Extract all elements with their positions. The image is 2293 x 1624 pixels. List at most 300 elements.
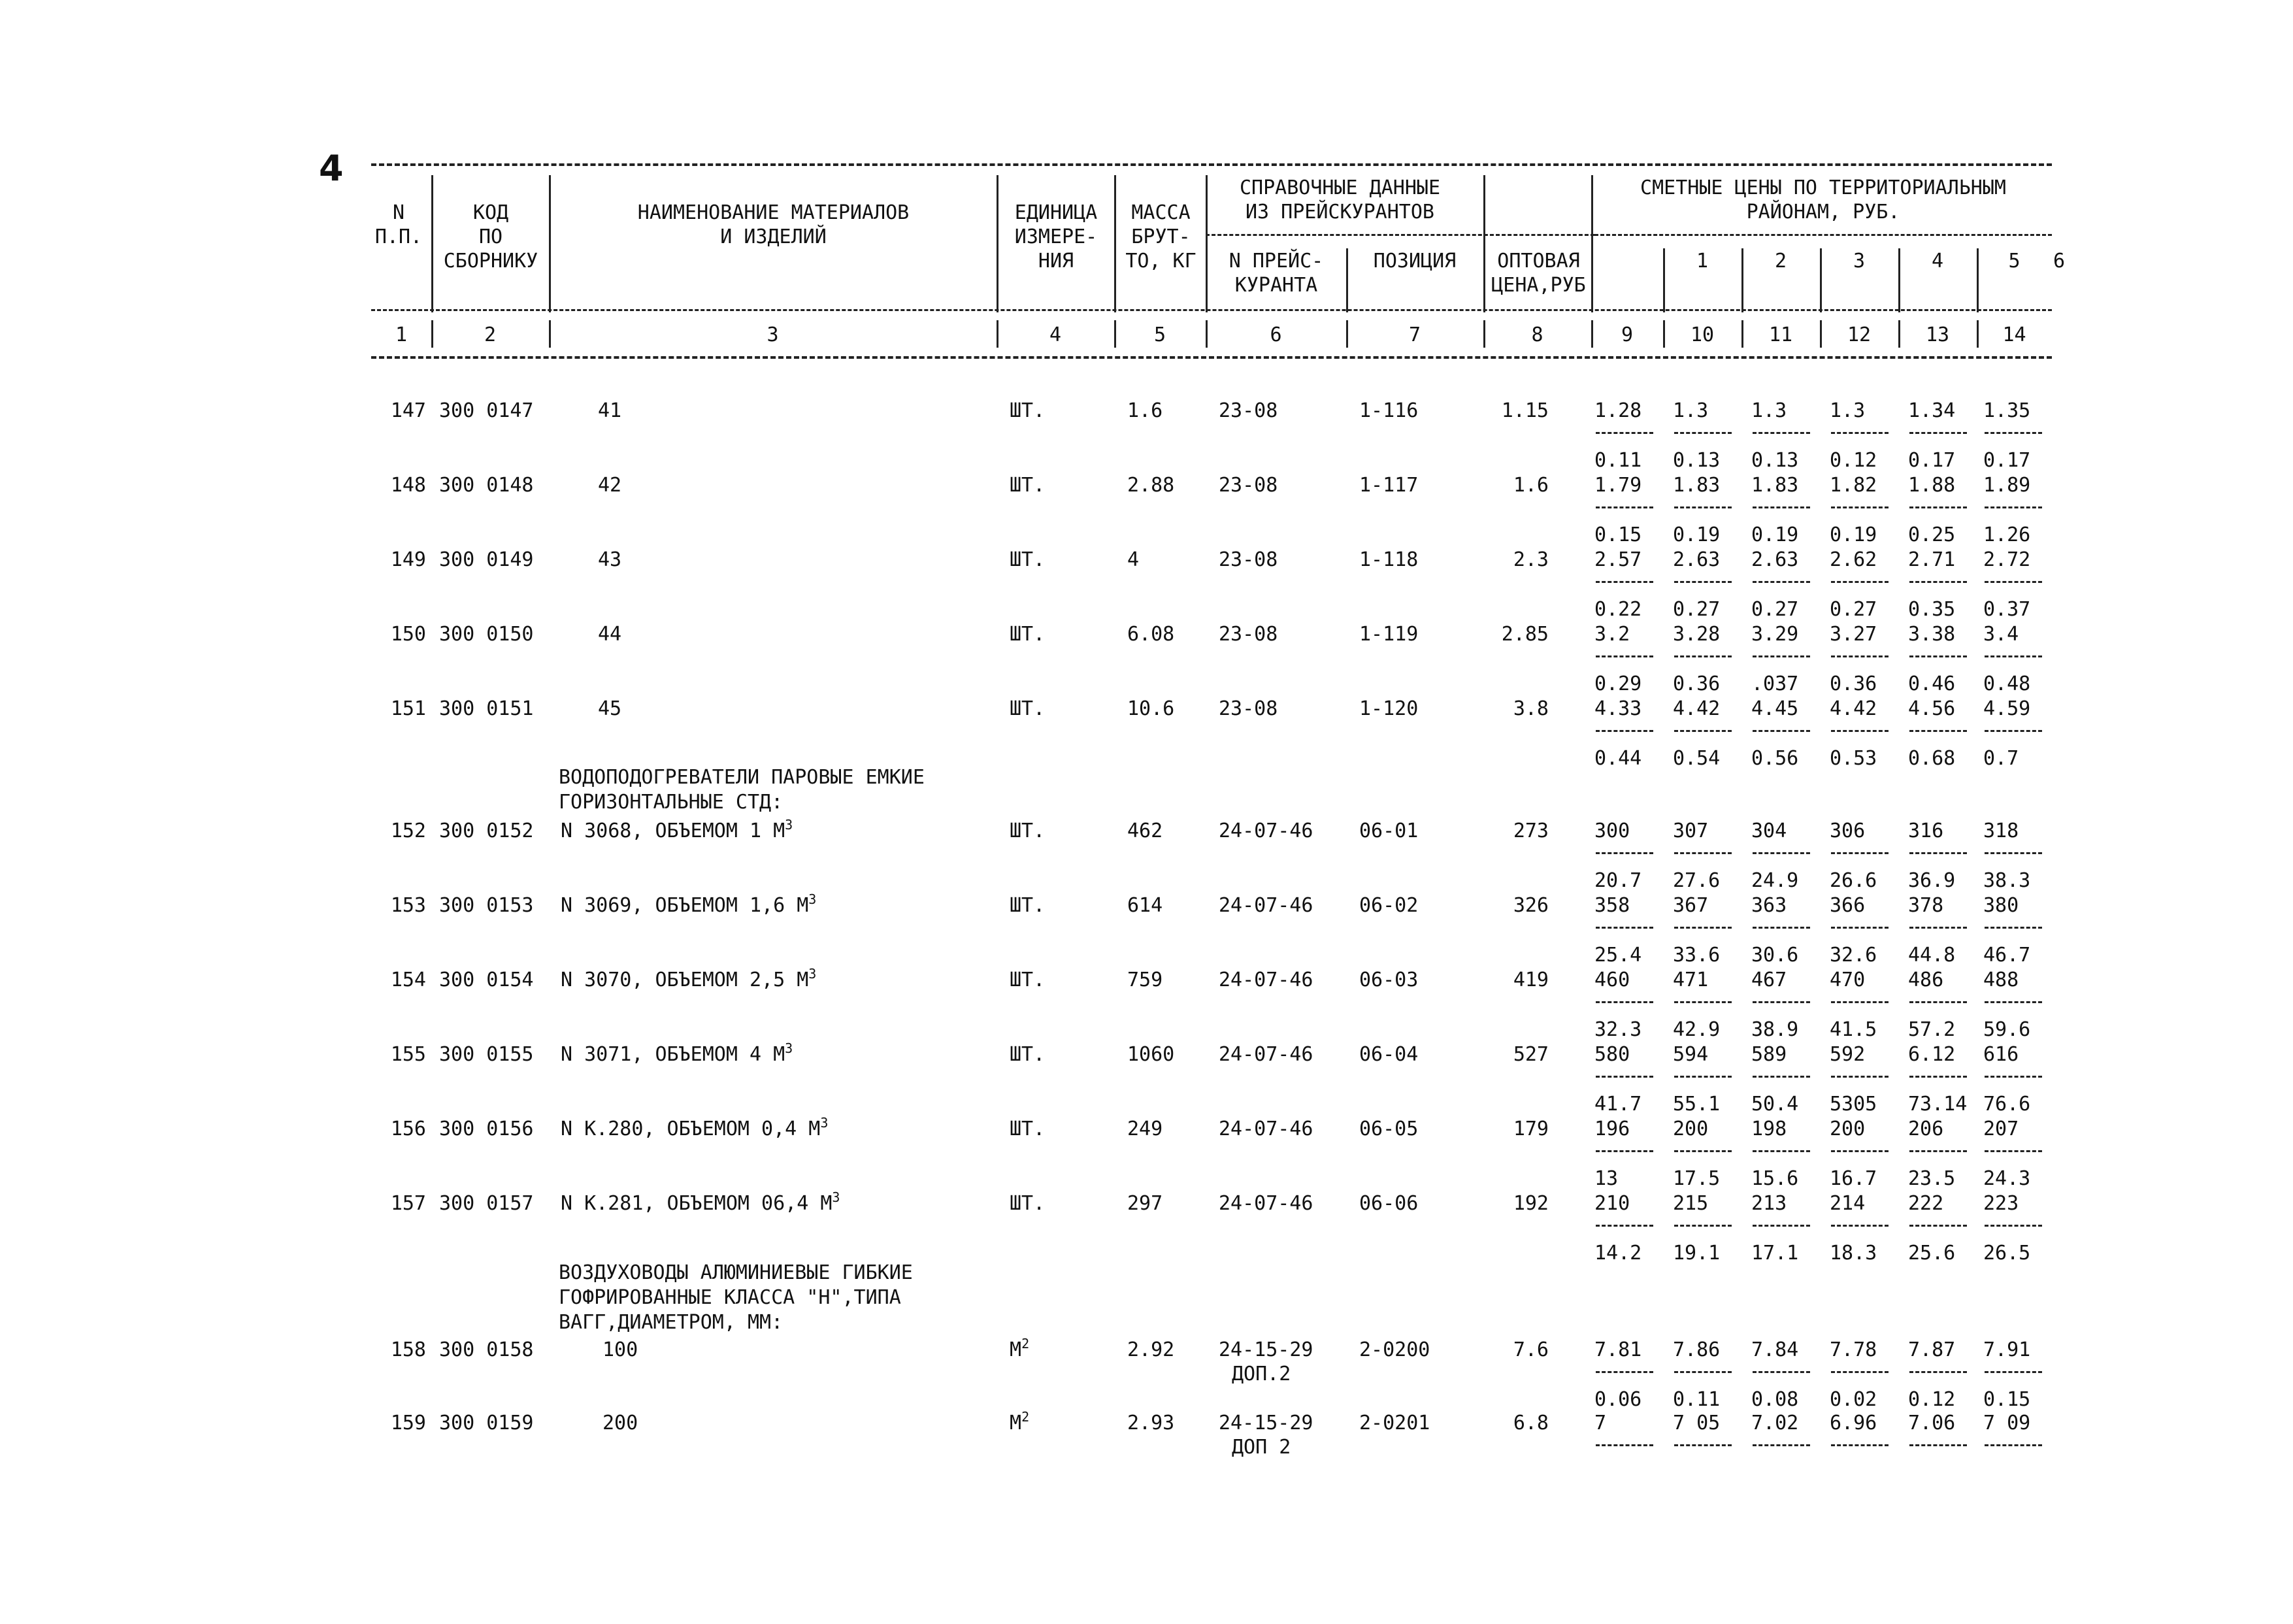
row-wholesale-price: 2.3 xyxy=(1513,548,1549,571)
region-price-fraction: 41.7 xyxy=(1594,1093,1642,1116)
region-price-fraction: 1.26 xyxy=(1983,523,2031,546)
row-price-list: 24-07-46 xyxy=(1219,1192,1313,1215)
region-price: 3.29 xyxy=(1751,623,1799,646)
row-position: 06-06 xyxy=(1359,1192,1419,1215)
region-price-fraction: 50.4 xyxy=(1751,1093,1799,1116)
region-price-fraction: 5305 xyxy=(1830,1093,1877,1116)
region-price: 222 xyxy=(1908,1192,1944,1215)
row-position: 06-02 xyxy=(1359,894,1419,917)
fraction-bar xyxy=(1596,1371,1653,1373)
row-number: 156 xyxy=(390,1118,426,1140)
col-label-name: НАИМЕНОВАНИЕ МАТЕРИАЛОВ xyxy=(637,201,910,224)
fraction-bar xyxy=(1596,1001,1653,1003)
region-price-fraction: 0.27 xyxy=(1830,598,1877,621)
region-price: 2.57 xyxy=(1594,548,1642,571)
fraction-bar xyxy=(1596,1444,1653,1446)
region-price: 4.33 xyxy=(1594,697,1642,720)
fraction-bar xyxy=(1985,506,2042,508)
region-price-fraction: 19.1 xyxy=(1673,1242,1721,1265)
region-price-fraction: 26.6 xyxy=(1830,869,1877,892)
row-code: 300 0158 xyxy=(439,1338,534,1361)
region-price-fraction: 57.2 xyxy=(1908,1018,1956,1041)
row-mass: 1.6 xyxy=(1127,399,1163,422)
region-price-fraction: 0.54 xyxy=(1673,747,1721,770)
region-price: 7.86 xyxy=(1673,1338,1721,1361)
row-code: 300 0153 xyxy=(439,894,534,917)
row-code: 300 0159 xyxy=(439,1412,534,1434)
region-price-fraction: 55.1 xyxy=(1673,1093,1721,1116)
column-separator xyxy=(997,320,998,348)
row-unit: $М^2$ xyxy=(1010,1409,1030,1434)
region-price-fraction: 0.17 xyxy=(1908,449,1956,472)
region-price: 467 xyxy=(1751,969,1787,991)
region-price: 2.72 xyxy=(1983,548,2031,571)
row-unit: ШТ. xyxy=(1010,1192,1046,1215)
region-price: 213 xyxy=(1751,1192,1787,1215)
col-label-mass: ТО, КГ xyxy=(1125,250,1196,273)
region-price: 1.83 xyxy=(1751,474,1799,497)
region-price-fraction: 0.29 xyxy=(1594,672,1642,695)
region-price-fraction: 0.22 xyxy=(1594,598,1642,621)
row-price-list: 24-15-29 xyxy=(1219,1338,1313,1361)
row-number: 158 xyxy=(390,1338,426,1361)
fraction-bar xyxy=(1596,506,1653,508)
row-position: 2-0201 xyxy=(1359,1412,1430,1434)
region-price: 616 xyxy=(1983,1043,2019,1066)
region-price: 2.63 xyxy=(1751,548,1799,571)
column-separator xyxy=(1741,320,1743,348)
region-price-fraction: 0.19 xyxy=(1830,523,1877,546)
fraction-bar xyxy=(1831,927,1889,929)
row-number: 149 xyxy=(390,548,426,571)
fraction-bar xyxy=(1831,1076,1889,1078)
region-price: 210 xyxy=(1594,1192,1630,1215)
column-number: 11 xyxy=(1768,323,1793,346)
region-price-fraction: 30.6 xyxy=(1751,944,1799,967)
region-price-fraction: 25.6 xyxy=(1908,1242,1956,1265)
region-price: 198 xyxy=(1751,1118,1787,1140)
region-price: 1.89 xyxy=(1983,474,2031,497)
rule-line xyxy=(1594,234,2052,236)
section-heading: ГОРИЗОНТАЛЬНЫЕ СТД: xyxy=(559,791,784,814)
row-position: 1-120 xyxy=(1359,697,1419,720)
col-group-regions: СМЕТНЫЕ ЦЕНЫ ПО ТЕРРИТОРИАЛЬНЫМ xyxy=(1640,176,2006,199)
row-wholesale-price: 2.85 xyxy=(1501,623,1549,646)
row-position: 06-04 xyxy=(1359,1043,1419,1066)
row-unit: ШТ. xyxy=(1010,548,1046,571)
column-number: 4 xyxy=(1049,323,1062,346)
region-price: 300 xyxy=(1594,820,1630,842)
row-mass: 6.08 xyxy=(1127,623,1175,646)
region-price: 358 xyxy=(1594,894,1630,917)
row-position: 1-117 xyxy=(1359,474,1419,497)
fraction-bar xyxy=(1909,1150,1967,1152)
region-price: 200 xyxy=(1673,1118,1709,1140)
region-price-fraction: 15.6 xyxy=(1751,1167,1799,1190)
fraction-bar xyxy=(1909,506,1967,508)
region-price-fraction: 0.7 xyxy=(1983,747,2019,770)
region-price: 6.96 xyxy=(1830,1412,1877,1434)
fraction-bar xyxy=(1831,1150,1889,1152)
region-price-fraction: 17.1 xyxy=(1751,1242,1799,1265)
row-wholesale-price: 192 xyxy=(1513,1192,1549,1215)
region-price: 380 xyxy=(1983,894,2019,917)
region-number: 5 xyxy=(2008,250,2021,273)
section-heading: ВАГГ,ДИАМЕТРОМ, ММ: xyxy=(559,1311,784,1334)
region-number: 3 xyxy=(1853,250,1866,273)
fraction-bar xyxy=(1753,1371,1810,1373)
row-mass: 249 xyxy=(1127,1118,1163,1140)
column-separator xyxy=(1483,320,1485,348)
fraction-bar xyxy=(1985,1371,2042,1373)
region-price: 7.06 xyxy=(1908,1412,1956,1434)
fraction-bar xyxy=(1831,1225,1889,1227)
col-label-mass: МАССА xyxy=(1131,201,1191,224)
fraction-bar xyxy=(1596,1225,1653,1227)
rule-line xyxy=(1206,234,1594,236)
col-label-n: N xyxy=(392,201,405,224)
col-label-unit: ИЗМЕРЕ- xyxy=(1014,225,1098,248)
region-price: 307 xyxy=(1673,820,1709,842)
column-separator xyxy=(1820,248,1822,312)
row-mass: 4 xyxy=(1127,548,1140,571)
region-price-fraction: 0.19 xyxy=(1751,523,1799,546)
row-number: 151 xyxy=(390,697,426,720)
fraction-bar xyxy=(1596,655,1653,657)
region-price: 2.63 xyxy=(1673,548,1721,571)
region-number: 4 xyxy=(1931,250,1944,273)
fraction-bar xyxy=(1753,655,1810,657)
rule-line xyxy=(371,356,2052,359)
row-number: 150 xyxy=(390,623,426,646)
fraction-bar xyxy=(1985,1001,2042,1003)
region-price: 1.3 xyxy=(1830,399,1866,422)
row-price-list: 24-07-46 xyxy=(1219,820,1313,842)
region-price: 580 xyxy=(1594,1043,1630,1066)
row-mass: 759 xyxy=(1127,969,1163,991)
rule-line xyxy=(371,163,2052,166)
region-price-fraction: 0.13 xyxy=(1673,449,1721,472)
rule-line xyxy=(371,309,2052,311)
row-code: 300 0148 xyxy=(439,474,534,497)
region-price: 2.62 xyxy=(1830,548,1877,571)
row-price-list: 23-08 xyxy=(1219,548,1278,571)
region-price-fraction: 76.6 xyxy=(1983,1093,2031,1116)
region-price: 1.3 xyxy=(1673,399,1709,422)
region-number: 2 xyxy=(1774,250,1787,273)
region-price: 215 xyxy=(1673,1192,1709,1215)
region-price: 200 xyxy=(1830,1118,1866,1140)
region-price: 4.42 xyxy=(1830,697,1877,720)
column-separator xyxy=(1114,320,1116,348)
region-price-fraction: 0.06 xyxy=(1594,1388,1642,1411)
col-label-code: ПО xyxy=(478,225,503,248)
region-price-fraction: 0.11 xyxy=(1673,1388,1721,1411)
fraction-bar xyxy=(1831,1001,1889,1003)
region-price: 378 xyxy=(1908,894,1944,917)
row-wholesale-price: 7.6 xyxy=(1513,1338,1549,1361)
row-number: 159 xyxy=(390,1412,426,1434)
row-unit: ШТ. xyxy=(1010,697,1046,720)
row-wholesale-price: 527 xyxy=(1513,1043,1549,1066)
region-price: 3.28 xyxy=(1673,623,1721,646)
row-code: 300 0157 xyxy=(439,1192,534,1215)
region-price: 4.45 xyxy=(1751,697,1799,720)
row-wholesale-price: 6.8 xyxy=(1513,1412,1549,1434)
column-number: 8 xyxy=(1531,323,1543,346)
row-wholesale-price: 3.8 xyxy=(1513,697,1549,720)
section-heading: ГОФРИРОВАННЫЕ КЛАССА "Н",ТИПА xyxy=(559,1286,901,1309)
row-name: 200 xyxy=(602,1412,638,1434)
fraction-bar xyxy=(1674,730,1732,732)
region-price-fraction: 0.25 xyxy=(1908,523,1956,546)
row-price-list-supplement: ДОП.2 xyxy=(1232,1363,1291,1385)
fraction-bar xyxy=(1909,852,1967,854)
region-price-fraction: .037 xyxy=(1751,672,1799,695)
region-price-fraction: 0.46 xyxy=(1908,672,1956,695)
column-separator xyxy=(1591,320,1593,348)
fraction-bar xyxy=(1674,1076,1732,1078)
column-separator xyxy=(1977,320,1979,348)
fraction-bar xyxy=(1753,927,1810,929)
fraction-bar xyxy=(1831,852,1889,854)
row-position: 1-119 xyxy=(1359,623,1419,646)
fraction-bar xyxy=(1985,852,2042,854)
region-price-fraction: 32.3 xyxy=(1594,1018,1642,1041)
row-name: 44 xyxy=(598,623,622,646)
region-price-fraction: 0.27 xyxy=(1673,598,1721,621)
fraction-bar xyxy=(1831,655,1889,657)
fraction-bar xyxy=(1753,1444,1810,1446)
region-price-fraction: 38.3 xyxy=(1983,869,2031,892)
fraction-bar xyxy=(1909,1444,1967,1446)
col-label-unit: ЕДИНИЦА xyxy=(1014,201,1098,224)
col-label-code: СБОРНИКУ xyxy=(443,250,538,273)
row-mass: 297 xyxy=(1127,1192,1163,1215)
row-unit: ШТ. xyxy=(1010,894,1046,917)
region-price: 1.34 xyxy=(1908,399,1956,422)
region-price: 470 xyxy=(1830,969,1866,991)
fraction-bar xyxy=(1909,927,1967,929)
row-wholesale-price: 326 xyxy=(1513,894,1549,917)
row-number: 155 xyxy=(390,1043,426,1066)
region-price-fraction: 0.36 xyxy=(1830,672,1877,695)
region-price-fraction: 0.02 xyxy=(1830,1388,1877,1411)
fraction-bar xyxy=(1674,581,1732,583)
row-code: 300 0156 xyxy=(439,1118,534,1140)
col-label-position: ПОЗИЦИЯ xyxy=(1373,250,1457,273)
column-separator xyxy=(1114,175,1116,312)
row-unit: ШТ. xyxy=(1010,820,1046,842)
row-price-list: 23-08 xyxy=(1219,474,1278,497)
column-separator xyxy=(1663,320,1665,348)
row-position: 06-03 xyxy=(1359,969,1419,991)
fraction-bar xyxy=(1753,852,1810,854)
region-price: 488 xyxy=(1983,969,2019,991)
fraction-bar xyxy=(1909,730,1967,732)
region-price: 2.71 xyxy=(1908,548,1956,571)
fraction-bar xyxy=(1674,655,1732,657)
row-number: 147 xyxy=(390,399,426,422)
row-position: 06-01 xyxy=(1359,820,1419,842)
col-label-wholesale: ЦЕНА,РУБ xyxy=(1491,274,1586,297)
fraction-bar xyxy=(1909,1225,1967,1227)
region-price-fraction: 0.36 xyxy=(1673,672,1721,695)
region-price-fraction: 0.11 xyxy=(1594,449,1642,472)
fraction-bar xyxy=(1674,1001,1732,1003)
region-price-fraction: 24.9 xyxy=(1751,869,1799,892)
row-mass: 1060 xyxy=(1127,1043,1175,1066)
column-separator xyxy=(1206,320,1208,348)
region-price-fraction: 0.27 xyxy=(1751,598,1799,621)
region-price-fraction: 0.12 xyxy=(1908,1388,1956,1411)
region-price: 594 xyxy=(1673,1043,1709,1066)
region-price: 196 xyxy=(1594,1118,1630,1140)
fraction-bar xyxy=(1596,852,1653,854)
column-separator xyxy=(1898,320,1900,348)
column-number: 1 xyxy=(395,323,408,346)
fraction-bar xyxy=(1831,1371,1889,1373)
row-price-list: 24-07-46 xyxy=(1219,1118,1313,1140)
row-code: 300 0150 xyxy=(439,623,534,646)
row-unit: ШТ. xyxy=(1010,969,1046,991)
fraction-bar xyxy=(1831,581,1889,583)
row-unit: ШТ. xyxy=(1010,623,1046,646)
col-group-regions: РАЙОНАМ, РУБ. xyxy=(1746,201,1900,224)
region-price-fraction: 42.9 xyxy=(1673,1018,1721,1041)
region-price-fraction: 18.3 xyxy=(1830,1242,1877,1265)
region-price: 214 xyxy=(1830,1192,1866,1215)
fraction-bar xyxy=(1753,581,1810,583)
row-code: 300 0147 xyxy=(439,399,534,422)
row-name: 42 xyxy=(598,474,622,497)
fraction-bar xyxy=(1909,432,1967,434)
col-label-code: КОД xyxy=(472,201,509,224)
region-price: 6.12 xyxy=(1908,1043,1956,1066)
fraction-bar xyxy=(1753,1001,1810,1003)
row-unit: ШТ. xyxy=(1010,1043,1046,1066)
region-price-fraction: 44.8 xyxy=(1908,944,1956,967)
region-price: 1.83 xyxy=(1673,474,1721,497)
region-price: 3.27 xyxy=(1830,623,1877,646)
col-label-name: И ИЗДЕЛИЙ xyxy=(720,225,827,248)
row-number: 153 xyxy=(390,894,426,917)
column-number: 14 xyxy=(2002,323,2026,346)
row-mass: 10.6 xyxy=(1127,697,1175,720)
column-separator xyxy=(1483,175,1485,312)
row-price-list: 24-07-46 xyxy=(1219,969,1313,991)
fraction-bar xyxy=(1596,432,1653,434)
region-price-fraction: 0.35 xyxy=(1908,598,1956,621)
fraction-bar xyxy=(1985,730,2042,732)
fraction-bar xyxy=(1674,1225,1732,1227)
fraction-bar xyxy=(1674,927,1732,929)
fraction-bar xyxy=(1753,1150,1810,1152)
fraction-bar xyxy=(1596,730,1653,732)
fraction-bar xyxy=(1831,432,1889,434)
region-price-fraction: 0.68 xyxy=(1908,747,1956,770)
row-code: 300 0151 xyxy=(439,697,534,720)
col-label-mass: БРУТ- xyxy=(1131,225,1191,248)
row-position: 06-05 xyxy=(1359,1118,1419,1140)
fraction-bar xyxy=(1674,1444,1732,1446)
region-price: 1.35 xyxy=(1983,399,2031,422)
column-separator xyxy=(1663,248,1665,312)
col-group-reference: СПРАВОЧНЫЕ ДАННЫЕ xyxy=(1239,176,1441,199)
region-price-fraction: 36.9 xyxy=(1908,869,1956,892)
row-position: 1-118 xyxy=(1359,548,1419,571)
fraction-bar xyxy=(1674,506,1732,508)
region-price: 4.56 xyxy=(1908,697,1956,720)
region-price-fraction: 73.14 xyxy=(1908,1093,1968,1116)
region-price: 318 xyxy=(1983,820,2019,842)
row-mass: 2.92 xyxy=(1127,1338,1175,1361)
region-price-fraction: 20.7 xyxy=(1594,869,1642,892)
column-number: 7 xyxy=(1408,323,1421,346)
row-number: 154 xyxy=(390,969,426,991)
region-price: 7 xyxy=(1594,1412,1607,1434)
row-name: N К.281, ОБЪЕМОМ 06,4 $М^3$ xyxy=(561,1189,840,1215)
region-price-fraction: 0.19 xyxy=(1673,523,1721,546)
region-price: 4.59 xyxy=(1983,697,2031,720)
region-price-fraction: 0.08 xyxy=(1751,1388,1799,1411)
region-price-fraction: 17.5 xyxy=(1673,1167,1721,1190)
region-price: 7.84 xyxy=(1751,1338,1799,1361)
row-price-list: 24-07-46 xyxy=(1219,894,1313,917)
row-mass: 462 xyxy=(1127,820,1163,842)
row-wholesale-price: 1.6 xyxy=(1513,474,1549,497)
row-wholesale-price: 179 xyxy=(1513,1118,1549,1140)
fraction-bar xyxy=(1831,730,1889,732)
region-price-fraction: 0.37 xyxy=(1983,598,2031,621)
row-code: 300 0155 xyxy=(439,1043,534,1066)
fraction-bar xyxy=(1674,1371,1732,1373)
column-separator xyxy=(1820,320,1822,348)
region-price-fraction: 0.13 xyxy=(1751,449,1799,472)
region-price-fraction: 59.6 xyxy=(1983,1018,2031,1041)
fraction-bar xyxy=(1596,581,1653,583)
region-price-fraction: 0.12 xyxy=(1830,449,1877,472)
row-position: 2-0200 xyxy=(1359,1338,1430,1361)
fraction-bar xyxy=(1596,1150,1653,1152)
row-name: N 3071, ОБЪЕМОМ 4 $М^3$ xyxy=(561,1040,793,1066)
region-price: 366 xyxy=(1830,894,1866,917)
region-price-fraction: 0.56 xyxy=(1751,747,1799,770)
region-price-fraction: 41.5 xyxy=(1830,1018,1877,1041)
row-code: 300 0149 xyxy=(439,548,534,571)
fraction-bar xyxy=(1909,1076,1967,1078)
region-number: 6 xyxy=(2053,250,2066,273)
fraction-bar xyxy=(1909,1371,1967,1373)
section-heading: ВОДОПОДОГРЕВАТЕЛИ ПАРОВЫЕ ЕМКИЕ xyxy=(559,766,925,789)
region-price: 7.81 xyxy=(1594,1338,1642,1361)
fraction-bar xyxy=(1674,432,1732,434)
region-price-fraction: 0.48 xyxy=(1983,672,2031,695)
region-price: 363 xyxy=(1751,894,1787,917)
row-unit: ШТ. xyxy=(1010,1118,1046,1140)
region-price: 306 xyxy=(1830,820,1866,842)
region-price-fraction: 26.5 xyxy=(1983,1242,2031,1265)
row-unit: ШТ. xyxy=(1010,474,1046,497)
col-group-reference: ИЗ ПРЕЙСКУРАНТОВ xyxy=(1245,201,1434,224)
column-number: 9 xyxy=(1621,323,1634,346)
fraction-bar xyxy=(1985,1150,2042,1152)
col-label-price-list: КУРАНТА xyxy=(1234,274,1318,297)
row-code: 300 0152 xyxy=(439,820,534,842)
region-price: 1.3 xyxy=(1751,399,1787,422)
row-number: 157 xyxy=(390,1192,426,1215)
fraction-bar xyxy=(1985,927,2042,929)
